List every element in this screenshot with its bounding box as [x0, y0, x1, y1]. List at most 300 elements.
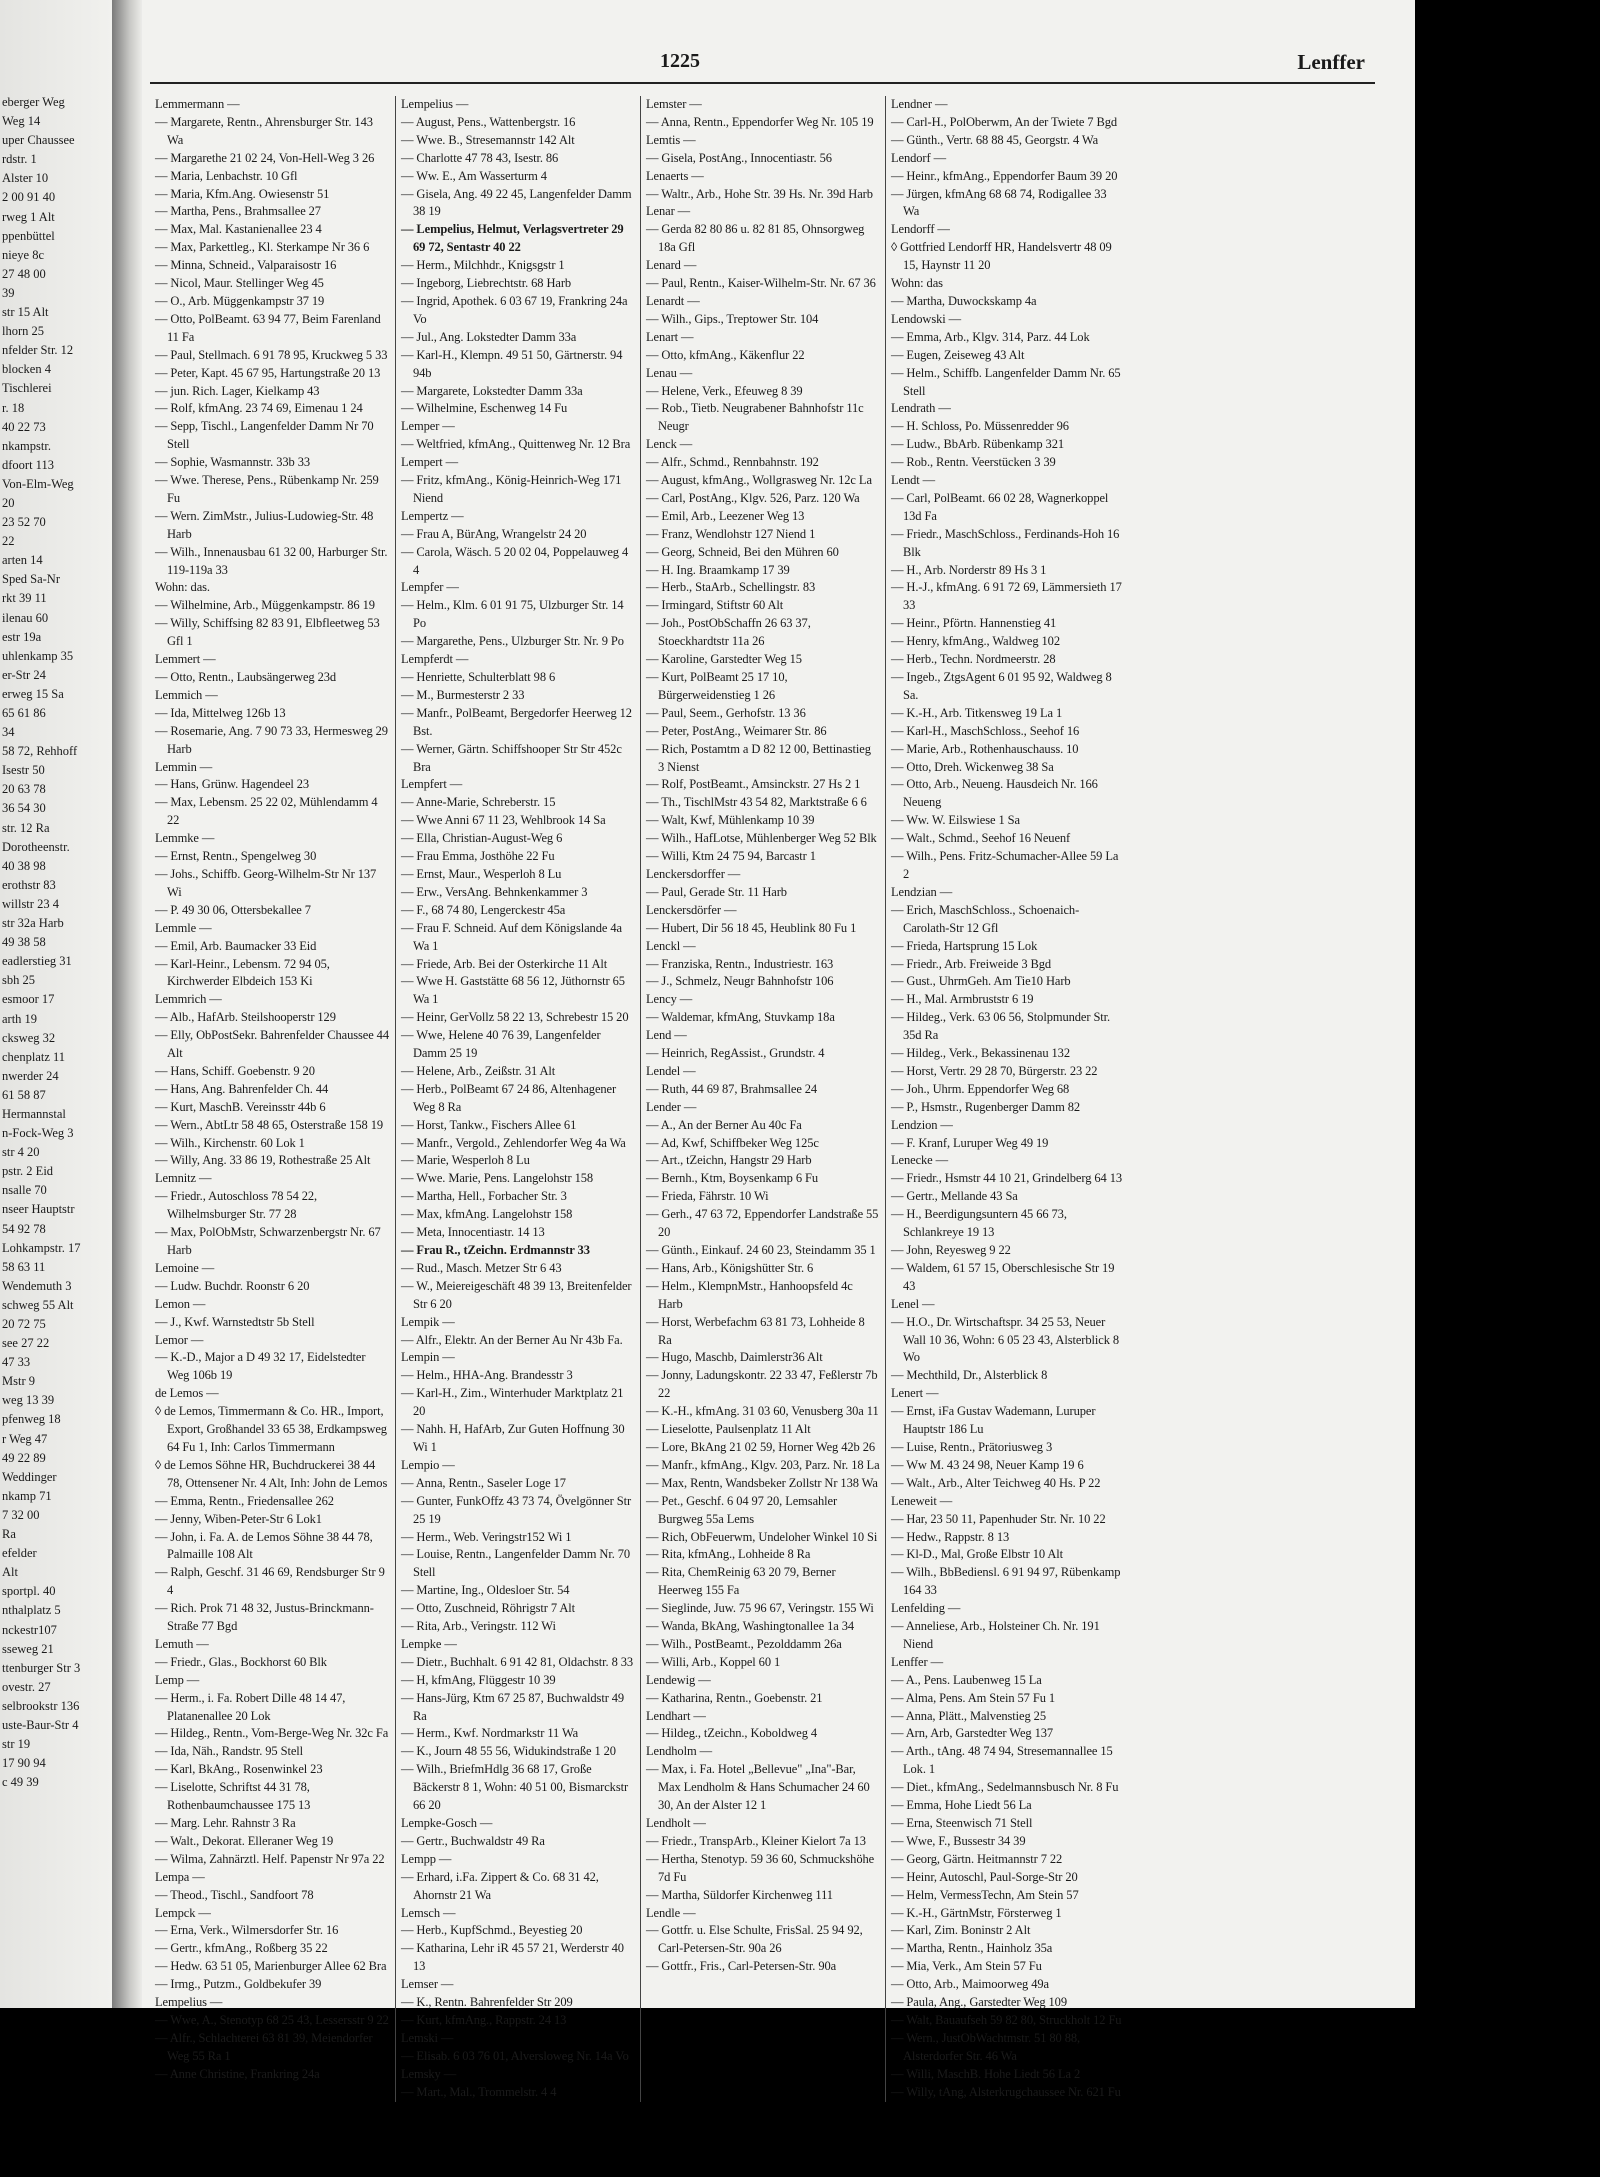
directory-entry: — Gunter, FunkOffz 43 73 74, Övelgönner Str 25 19 [401, 1493, 632, 1526]
directory-entry: — Ernst, iFa Gustav Wademann, Luruper Hauptstr 186 Lu [891, 1404, 1096, 1437]
directory-entry: ◊ de Lemos, Timmermann & Co. HR., Import, Export, Großhandel 33 65 38, Erdkampsweg 64 Fu 1, Inh: Carlos Timmermann [155, 1404, 387, 1454]
directory-entry: — Karl-H., Zim., Winterhuder Marktplatz 21 20 [401, 1386, 624, 1419]
facing-page-line: see 27 22 [2, 1336, 50, 1351]
directory-entry: — Carl, PostAng., Klgv. 526, Parz. 120 Wa [646, 490, 860, 505]
directory-entry: — Günth., Einkauf. 24 60 23, Steindamm 35 1 [646, 1243, 876, 1257]
directory-entry: — Ww. W. Eilswiese 1 Sa [891, 813, 1020, 828]
surname-heading: Lemster — [646, 97, 702, 111]
directory-entry: — Carola, Wäsch. 5 20 02 04, Poppelauweg 4 4 [401, 544, 629, 577]
directory-entry: — Mia, Verk., Am Stein 57 Fu [891, 1959, 1042, 1974]
facing-page-line: rdstr. 1 [2, 152, 37, 167]
directory-entry: — Anna, Rentn., Eppendorfer Weg Nr. 105 19 [646, 114, 874, 129]
directory-entry: — Ludw. Buchdr. Roonstr 6 20 [155, 1278, 310, 1293]
directory-entry: — Waldem, 61 57 15, Oberschlesische Str 19 43 [891, 1260, 1115, 1293]
directory-entry: — Willi, Ktm 24 75 94, Barcastr 1 [646, 849, 816, 864]
directory-entry: — Margarete, Lokstedter Damm 33a [401, 383, 583, 398]
surname-heading: Lendzian — [891, 884, 953, 899]
directory-entry: — Jul., Ang. Lokstedter Damm 33a [401, 329, 577, 344]
facing-page-line: 17 90 94 [2, 1756, 46, 1771]
facing-page-line: Von-Elm-Weg [2, 476, 74, 491]
directory-entry: — Katharina, Lehr iR 45 57 21, Werderstr 40 13 [401, 1941, 624, 1974]
directory-entry: — Wilh., BbBediensl. 6 91 94 97, Rübenkamp 164 33 [891, 1565, 1121, 1598]
facing-page-line: Alt [2, 1565, 18, 1580]
facing-page-line: esmoor 17 [2, 992, 55, 1007]
surname-heading: Lempio — [401, 1457, 455, 1472]
facing-page-line: 34 [2, 725, 15, 740]
surname-heading: Lempfert — [401, 777, 463, 792]
facing-page-line: eadlerstieg 31 [2, 954, 72, 969]
directory-entry: — Friedr., Arb. Freiweide 3 Bgd [891, 956, 1052, 971]
surname-heading: Lenard — [646, 258, 697, 273]
directory-entry: — Helm., KlempnMstr., Hanhoopsfeld 4c Harb [646, 1278, 853, 1311]
surname-heading: Lender — [646, 1099, 697, 1114]
facing-page-line: 40 38 98 [2, 858, 46, 873]
directory-entry: — Kurt, kfmAng., Rappstr. 24 13 [401, 2012, 567, 2027]
directory-entry: — Erich, MaschSchloss., Schoenaich-Carolath-Str 12 Gfl [891, 902, 1080, 935]
directory-entry: — Diet., kfmAng., Sedelmannsbusch Nr. 8 Fu [891, 1780, 1119, 1795]
surname-heading: Lenart — [646, 329, 694, 344]
facing-page-line: erothstr 83 [2, 877, 56, 892]
directory-entry: — Rich. Prok 71 48 32, Justus-Brinckmann-Straße 77 Bgd [155, 1601, 374, 1634]
directory-entry: — K.-H., kfmAng. 31 03 60, Venusberg 30a 11 [646, 1404, 879, 1419]
facing-page-line: 22 [2, 534, 15, 549]
facing-page-line: nseer Hauptstr [2, 1202, 75, 1217]
directory-entry: — P., Hsmstr., Rugenberger Damm 82 [891, 1099, 1081, 1114]
directory-entry: — F., 68 74 80, Lengerckestr 45a [401, 902, 566, 917]
directory-entry: — Helm., Schiffb. Langenfelder Damm Nr. 65 Stell [891, 365, 1121, 398]
directory-entry: — Henriette, Schulterblatt 98 6 [401, 670, 556, 684]
facing-page-line: ttenburger Str 3 [2, 1660, 81, 1675]
facing-page-line: nckestr107 [2, 1622, 57, 1637]
facing-page-line: uper Chaussee [2, 133, 75, 148]
surname-heading: Lempelius — [401, 97, 469, 111]
directory-entry: — Helm., Klm. 6 01 91 75, Ulzburger Str. 14 Po [401, 598, 624, 631]
directory-entry: — Wilh., Gips., Treptower Str. 104 [646, 311, 819, 326]
directory-entry: — Friede, Arb. Bei der Osterkirche 11 Alt [401, 956, 608, 971]
directory-entry: — Wwe, A., Stenotyp 68 25 43, Lessersstr 9 22 [155, 2012, 389, 2027]
directory-entry: — Peter, Kapt. 45 67 95, Hartungstraße 20 13 [155, 365, 381, 380]
facing-page-line: selbrookstr 136 [2, 1698, 80, 1713]
directory-entry: — Heinr., kfmAng., Eppendorfer Baum 39 20 [891, 168, 1118, 183]
directory-entry: — Franz, Wendlohstr 127 Niend 1 [646, 526, 816, 541]
directory-entry: — Louise, Rentn., Langenfelder Damm Nr. 70 Stell [401, 1547, 631, 1580]
directory-entry: — Georg, Schneid, Bei den Mühren 60 [646, 544, 839, 559]
running-head: Lenffer [1297, 50, 1365, 74]
directory-entry: — Horst, Tankw., Fischers Allee 61 [401, 1117, 577, 1132]
directory-entry: — Rolf, PostBeamt., Amsinckstr. 27 Hs 2 1 [646, 777, 861, 792]
surname-heading: Lency — [646, 992, 693, 1007]
directory-entry: — Wwe H. Gaststätte 68 56 12, Jüthornstr 65 Wa 1 [401, 974, 625, 1007]
directory-entry: — Walt., Schmd., Seehof 16 Neuenf [891, 831, 1071, 846]
facing-page-fragment [0, 0, 112, 2008]
facing-page-line: ilenau 60 [2, 610, 49, 625]
directory-entry: — Paula, Ang., Garstedter Weg 109 [891, 1995, 1067, 2010]
directory-entry: — Luise, Rentn., Prätoriusweg 3 [891, 1439, 1053, 1454]
directory-entry: — Günth., Vertr. 68 88 45, Georgstr. 4 Wa [891, 132, 1099, 147]
directory-entry: — Ww M. 43 24 98, Neuer Kamp 19 6 [891, 1457, 1084, 1472]
directory-entry: — Heinr., Pförtn. Hannenstieg 41 [891, 616, 1057, 631]
directory-entry: — Georg, Gärtn. Heitmannstr 7 22 [891, 1851, 1063, 1866]
surname-heading: Lemtis — [646, 132, 696, 147]
facing-page-line: sbh 25 [2, 973, 35, 988]
surname-heading: Lemp — [155, 1672, 200, 1687]
directory-entry: — Nicol, Maur. Stellinger Weg 45 [155, 276, 324, 291]
directory-entry: — Erhard, i.Fa. Zippert & Co. 68 31 42, Ahornstr 21 Wa [401, 1869, 599, 1902]
directory-entry: — Jonny, Ladungskontr. 22 33 47, Feßlerstr 7b 22 [646, 1368, 878, 1401]
directory-entry: — Hans-Jürg, Ktm 67 25 87, Buchwaldstr 49 Ra [401, 1690, 625, 1723]
directory-entry: — Otto, PolBeamt. 63 94 77, Beim Farenland 11 Fa [155, 311, 381, 344]
facing-page-line: n-Fock-Weg 3 [2, 1126, 74, 1141]
surname-heading: Lemsky — [401, 2066, 457, 2081]
facing-page-line: schweg 55 Alt [2, 1297, 74, 1312]
directory-entry: — Hans, Ang. Bahrenfelder Ch. 44 [155, 1081, 329, 1096]
facing-page-line: Wendemuth 3 [2, 1278, 72, 1293]
directory-entry: — M., Burmesterstr 2 33 [401, 687, 525, 702]
directory-entry: — Carl, PolBeamt. 66 02 28, Wagnerkoppel 13d Fa [891, 490, 1109, 523]
directory-entry: — Gertr., Mellande 43 Sa [891, 1189, 1018, 1204]
surname-heading: Lemsch — [401, 1905, 456, 1920]
directory-entry: — Herb., KupfSchmd., Beyestieg 20 [401, 1923, 583, 1938]
directory-entry: — Anna, Plätt., Malvenstieg 25 [891, 1708, 1046, 1723]
surname-heading: Lenardt — [646, 293, 700, 308]
directory-entry: — Hildeg., Rentn., Vom-Berge-Weg Nr. 32c Fa [155, 1726, 389, 1741]
directory-entry: — Willi, Arb., Koppel 60 1 [646, 1654, 781, 1669]
directory-entry: — Ingeborg, Liebrechtstr. 68 Harb [401, 276, 572, 291]
facing-page-line: uste-Baur-Str 4 [2, 1717, 79, 1732]
directory-entry: — K., Journ 48 55 56, Widukindstraße 1 20 [401, 1744, 616, 1759]
facing-page-line: uhlenkamp 35 [2, 648, 74, 663]
directory-entry: — Frau Emma, Josthöhe 22 Fu [401, 849, 555, 864]
directory-entry: — Maria, Lenbachstr. 10 Gfl [155, 168, 298, 183]
directory-entry: — Hildeg., Verk., Bekassinenau 132 [891, 1046, 1070, 1061]
facing-page-line: nfelder Str. 12 [2, 343, 74, 358]
directory-entry: — Theod., Tischl., Sandfoort 78 [155, 1887, 314, 1902]
surname-heading: Lenar — [646, 204, 691, 219]
directory-entry: — Frieda, Hartsprung 15 Lok [891, 938, 1038, 953]
directory-entry: — Irmingard, Stiftstr 60 Alt [646, 598, 784, 613]
facing-page-line: 40 22 73 [2, 419, 46, 434]
directory-entry: — Wilh., Pens. Fritz-Schumacher-Allee 59 La 2 [891, 849, 1119, 881]
surname-heading: Lenckl — [646, 938, 696, 953]
facing-page-line: 2 00 91 40 [2, 190, 56, 205]
facing-page-line: str 4 20 [2, 1145, 40, 1160]
surname-heading: Lemser — [401, 1977, 454, 1992]
directory-entry: — H. Ing. Braamkamp 17 39 [646, 562, 790, 577]
directory-entry: — Otto, Zuschneid, Röhrigstr 7 Alt [401, 1601, 576, 1616]
directory-entry: — Rich, ObFeuerwm, Undeloher Winkel 10 Si [646, 1529, 878, 1544]
directory-entry: — Otto, Arb., Maimoorweg 49a [891, 1977, 1049, 1992]
surname-heading: Lempa — [155, 1869, 205, 1884]
directory-entry: — Max, Rentn, Wandsbeker Zollstr Nr 138 Wa [646, 1475, 878, 1490]
directory-entry: — Max, Parkettleg., Kl. Sterkampe Nr 36 6 [155, 240, 370, 255]
directory-entry: — Mart., Mal., Trommelstr. 4 4 [401, 2084, 557, 2099]
facing-page-line: 27 48 00 [2, 266, 46, 281]
directory-entry: — Helm, VermessTechn, Am Stein 57 [891, 1887, 1079, 1902]
directory-entry: — K.-H., Arb. Titkensweg 19 La 1 [891, 705, 1063, 720]
directory-entry: — Jürgen, kfmAng 68 68 74, Rodigallee 33 Wa [891, 186, 1107, 219]
surname-heading: Lendholm — [646, 1744, 713, 1759]
directory-entry: — Anne-Marie, Schreberstr. 15 [401, 795, 556, 810]
facing-page-line: r. 18 [2, 400, 25, 415]
directory-entry: — Pet., Geschf. 6 04 97 20, Lemsahler Burgweg 55a Lems [646, 1493, 838, 1526]
directory-entry: — Rolf, kfmAng. 23 74 69, Eimenau 1 24 [155, 401, 363, 416]
directory-entry: — Karl-H., Klempn. 49 51 50, Gärtnerstr. 94 94b [401, 347, 623, 380]
facing-page-line: efelder [2, 1546, 37, 1561]
directory-entry: — H., Arb. Norderstr 89 Hs 3 1 [891, 562, 1047, 577]
facing-page-line: 23 52 70 [2, 515, 46, 530]
directory-entry: — Elisab. 6 03 76 01, Alversloweg Nr. 14a Vo [401, 2048, 629, 2063]
directory-entry: — Heinr, GerVollz 58 22 13, Schrebestr 15 20 [401, 1010, 629, 1025]
directory-entry: — Kl-D., Mal, Große Elbstr 10 Alt [891, 1547, 1064, 1562]
surname-heading: Lemnitz — [155, 1171, 212, 1186]
surname-heading: Lendle — [646, 1905, 696, 1920]
facing-page-line: nkamp 71 [2, 1488, 52, 1503]
page-number: 1225 [660, 50, 700, 72]
directory-entry: — Emma, Hohe Liedt 56 La [891, 1798, 1032, 1813]
facing-page-line: nieye 8c [2, 247, 44, 262]
facing-page-line: 54 92 78 [2, 1221, 46, 1236]
directory-entry: — Rosemarie, Ang. 7 90 73 33, Hermesweg 29 Harb [155, 723, 388, 756]
directory-entry: — Paul, Seem., Gerhofstr. 13 36 [646, 705, 806, 720]
directory-entry: — Gottfr. u. Else Schulte, FrisSal. 25 94 92, Carl-Petersen-Str. 90a 26 [646, 1923, 863, 1956]
directory-entry: — Manfr., kfmAng., Klgv. 203, Parz. Nr. 18 La [646, 1457, 880, 1472]
directory-entry: — Margarete, Rentn., Ahrensburger Str. 143 Wa [155, 114, 373, 147]
directory-entry: — Jenny, Wiben-Peter-Str 6 Lok1 [155, 1511, 322, 1526]
facing-page-line: 58 72, Rehhoff [2, 744, 78, 759]
facing-page-line: weg 13 39 [2, 1393, 55, 1408]
directory-entry: — W., Meiereigeschäft 48 39 13, Breitenfelder Str 6 20 [401, 1278, 632, 1311]
surname-heading: Lempert — [401, 455, 459, 470]
directory-entry: — Weltfried, kfmAng., Quittenweg Nr. 12 Bra [401, 437, 631, 452]
directory-entry: — Walt, Kwf, Mühlenkamp 10 39 [646, 813, 815, 828]
facing-page-line: erweg 15 Sa [2, 686, 64, 701]
directory-entry: — H., Beerdigungsuntern 45 66 73, Schlankreye 19 13 [891, 1207, 1067, 1240]
surname-heading: Lendt — [891, 473, 936, 488]
directory-entry: — Wwe, F., Bussestr 34 39 [891, 1833, 1026, 1848]
surname-heading: Lend — [646, 1028, 687, 1043]
facing-page-line: blocken 4 [2, 362, 51, 377]
directory-entry: — Gerh., 47 63 72, Eppendorfer Landstraße 55 20 [646, 1207, 879, 1240]
directory-entry: — Ida, Näh., Randstr. 95 Stell [155, 1744, 304, 1759]
directory-entry: — Otto, kfmAng., Käkenflur 22 [646, 347, 805, 362]
facing-page-line: ovestr. 27 [2, 1679, 51, 1694]
directory-entry: — Gisela, PostAng., Innocentiastr. 56 [646, 150, 832, 165]
directory-entry: — Martha, Rentn., Hainholz 35a [891, 1941, 1053, 1956]
directory-entry: — H.-J., kfmAng. 6 91 72 69, Lämmersieth 17 33 [891, 580, 1122, 613]
directory-entry: — Wilh., Innenausbau 61 32 00, Harburger Str. 119-119a 33 [155, 544, 388, 577]
directory-entry: — Margarethe 21 02 24, Von-Hell-Weg 3 26 [155, 150, 375, 165]
directory-entry: Wohn: das [891, 276, 943, 291]
directory-entry: — Dietr., Buchhalt. 6 91 42 81, Oldachstr. 8 33 [401, 1654, 634, 1669]
surname-heading: Lempferdt — [401, 652, 469, 667]
facing-page-line: estr 19a [2, 629, 42, 644]
directory-entry: — Manfr., PolBeamt, Bergedorfer Heerweg 12 Bst. [401, 705, 632, 738]
column-4 [885, 96, 1130, 2102]
directory-entry: — Erna, Steenwisch 71 Stell [891, 1816, 1033, 1830]
facing-page-line: Hermannstal [2, 1106, 66, 1121]
directory-entry: — Paul, Stellmach. 6 91 78 95, Kruckweg 5 33 [155, 347, 388, 362]
directory-entry: — jun. Rich. Lager, Kielkamp 43 [155, 383, 320, 398]
directory-entry: — Minna, Schneid., Valparaisostr 16 [155, 258, 337, 273]
surname-heading: Lendorff — [891, 222, 950, 237]
directory-entry: — Hugo, Maschb, Daimlerstr36 Alt [646, 1350, 823, 1365]
facing-page-line: 58 63 11 [2, 1259, 46, 1274]
surname-heading: Lemor — [155, 1332, 204, 1347]
directory-entry: — Walt, Bauaufseh 59 82 80, Struckholt 12 Fu [891, 2012, 1122, 2027]
facing-page-line: 7 32 00 [2, 1507, 40, 1522]
directory-entry: — Marg. Lehr. Rahnstr 3 Ra [155, 1816, 296, 1830]
directory-entry: — Manfr., Vergold., Zehlendorfer Weg 4a Wa [401, 1135, 626, 1150]
facing-page-line: arth 19 [2, 1011, 38, 1026]
directory-entry: — Hedw., Rappstr. 8 13 [891, 1529, 1010, 1544]
directory-entry: — Ww. E., Am Wasserturm 4 [401, 168, 547, 183]
surname-heading: Lemmermann — [155, 97, 240, 111]
surname-heading: Lendewig — [646, 1672, 711, 1687]
directory-entry: — Rita, ChemReinig 63 20 79, Berner Heerweg 155 Fa [646, 1565, 836, 1598]
directory-entry: — Gisela, Ang. 49 22 45, Langenfelder Damm 38 19 [401, 186, 632, 219]
surname-heading: Lemmrich — [155, 992, 222, 1007]
surname-heading: Lempik — [401, 1314, 455, 1329]
surname-heading: Lempke — [401, 1636, 457, 1651]
surname-heading: Lendowski — [891, 311, 962, 326]
directory-entry: — Hertha, Stenotyp. 59 36 60, Schmuckshöhe 7d Fu [646, 1851, 875, 1884]
directory-entry: — Mechthild, Dr., Alsterblick 8 [891, 1368, 1048, 1383]
directory-entry: ◊ de Lemos Söhne HR, Buchdruckerei 38 44 78, Ottensener Nr. 4 Alt, Inh: John de Lemos [155, 1457, 388, 1490]
directory-entry: — Wwe. Marie, Pens. Langelohstr 158 [401, 1171, 594, 1186]
surname-heading: Lenckersdörfer — [646, 902, 737, 917]
directory-entry: — Horst, Werbefachm 63 81 73, Lohheide 8 Ra [646, 1314, 865, 1347]
surname-heading: Lemon — [155, 1296, 206, 1311]
directory-entry: — Willy, Schiffsing 82 83 91, Elbfleetweg 53 Gfl 1 [155, 616, 380, 649]
directory-entry: — Rita, Arb., Veringstr. 112 Wi [401, 1619, 556, 1634]
directory-entry: Wohn: das. [155, 580, 210, 595]
facing-page-line: Sped Sa-Nr [2, 572, 60, 587]
directory-entry: — Martha, Duwockskamp 4a [891, 293, 1037, 308]
directory-entry: — Otto, Arb., Neueng. Hausdeich Nr. 166 Neueng [891, 777, 1098, 810]
facing-page-line: nthalplatz 5 [2, 1603, 61, 1618]
directory-entry: — August, kfmAng., Wollgrasweg Nr. 12c La [646, 473, 872, 488]
surname-heading: Lempck — [155, 1905, 211, 1920]
directory-entry: — Max, i. Fa. Hotel „Bellevue" „Ina"-Bar, Max Lendholm & Hans Schumacher 24 60 30, An der Alster 12 1 [646, 1762, 870, 1813]
directory-entry: — Martha, Süldorfer Kirchenweg 111 [646, 1887, 833, 1902]
directory-entry: — Arn, Arb, Garstedter Weg 137 [891, 1726, 1054, 1741]
directory-entry: — Meta, Innocentiastr. 14 13 [401, 1225, 545, 1240]
directory-columns [150, 96, 1375, 2099]
facing-page-line: 20 72 75 [2, 1317, 46, 1331]
directory-entry: — Ludw., BbArb. Rübenkamp 321 [891, 437, 1065, 452]
directory-entry: — Henry, kfmAng., Waldweg 102 [891, 634, 1060, 649]
directory-entry: — Walt., Dekorat. Elleraner Weg 19 [155, 1833, 334, 1848]
directory-entry: — H. Schloss, Po. Müssenredder 96 [891, 419, 1069, 434]
surname-heading: Lemmert — [155, 652, 216, 667]
directory-entry: — Lempelius, Helmut, Verlagsvertreter 29 69 72, Sentastr 40 22 [401, 222, 624, 255]
directory-entry: — Alfr., Schmd., Rennbahnstr. 192 [646, 455, 819, 470]
directory-entry: — Hans, Grünw. Hagendeel 23 [155, 777, 310, 792]
directory-entry: — Hildeg., Verk. 63 06 56, Stolpmunder Str. 35d Ra [891, 1010, 1111, 1043]
directory-entry: — Gottfr., Fris., Carl-Petersen-Str. 90a [646, 1959, 837, 1974]
surname-heading: Lempfer — [401, 580, 459, 595]
directory-entry: — Emil, Arb. Baumacker 33 Eid [155, 938, 317, 953]
directory-entry: — Max, kfmAng. Langelohstr 158 [401, 1207, 573, 1222]
directory-entry: — Max, Mal. Kastanienallee 23 4 [155, 222, 322, 237]
facing-page-line: lhorn 25 [2, 324, 45, 339]
directory-entry: — Martine, Ing., Oldesloer Str. 54 [401, 1583, 570, 1598]
directory-entry: — Herb., Techn. Nordmeerstr. 28 [891, 652, 1056, 667]
directory-entry: — Art., tZeichn, Hangstr 29 Harb [646, 1153, 812, 1168]
directory-entry: — Walt., Arb., Alter Teichweg 40 Hs. P 22 [891, 1475, 1101, 1490]
facing-page-line: nkampstr. [2, 438, 51, 453]
facing-page-line: Alster 10 [2, 171, 49, 186]
directory-entry: — Kurt, MaschB. Vereinsstr 44b 6 [155, 1099, 326, 1114]
directory-entry: — Eugen, Zeiseweg 43 Alt [891, 347, 1025, 362]
directory-entry: — Ingeb., ZtgsAgent 6 01 95 92, Waldweg 8 Sa. [891, 670, 1112, 702]
directory-entry: — Willi, MaschB. Hohe Liedt 56 La 2 [891, 2066, 1081, 2081]
directory-entry: — J., Kwf. Warnstedtstr 5b Stell [155, 1314, 315, 1329]
facing-page-line: str 32a Harb [2, 916, 64, 931]
directory-entry: — Alma, Pens. Am Stein 57 Fu 1 [891, 1690, 1056, 1705]
directory-entry: — Rob., Tietb. Neugrabener Bahnhofstr 11c Neugr [646, 401, 864, 434]
directory-entry: — Paul, Rentn., Kaiser-Wilhelm-Str. Nr. 67 36 [646, 276, 876, 291]
facing-page-line: 20 [2, 495, 15, 510]
directory-entry: — Heinr, Autoschl, Paul-Sorge-Str 20 [891, 1869, 1078, 1884]
directory-entry: — Anne Christine, Frankring 24a [155, 2066, 320, 2081]
facing-page-line: ppenbüttel [2, 228, 55, 243]
facing-page-line: pfenweg 18 [2, 1412, 61, 1427]
directory-entry: — Wwe. Therese, Pens., Rübenkamp Nr. 259 Fu [155, 473, 379, 505]
facing-page-line: Dorotheenstr. [2, 839, 70, 854]
directory-entry: — Gerda 82 80 86 u. 82 81 85, Ohnsorgweg 18a Gfl [646, 222, 865, 255]
surname-heading: Lenert — [891, 1386, 939, 1401]
surname-heading: Leneweit — [891, 1493, 953, 1508]
directory-entry: — Anneliese, Arb., Holsteiner Ch. Nr. 191 Niend [891, 1619, 1100, 1651]
surname-heading: Lemski — [401, 2030, 454, 2045]
surname-heading: Lemmich — [155, 687, 218, 702]
directory-entry: — Alb., HafArb. Steilshooperstr 129 [155, 1010, 336, 1025]
facing-page-line: rkt 39 11 [2, 591, 47, 606]
directory-entry: — Arth., tAng. 48 74 94, Stresemannallee 15 Lok. 1 [891, 1744, 1113, 1777]
directory-entry: — Karl-Heinr., Lebensm. 72 94 05, Kirchwerder Elbdeich 153 Ki [155, 956, 330, 989]
directory-entry: — H, kfmAng, Flüggestr 10 39 [401, 1672, 556, 1687]
directory-entry: — Wilma, Zahnärztl. Helf. Papenstr Nr 97a 22 [155, 1851, 385, 1866]
directory-entry: — Hedw. 63 51 05, Marienburger Allee 62 Bra [155, 1959, 387, 1974]
directory-entry: — H.O., Dr. Wirtschaftspr. 34 25 53, Neuer Wall 10 36, Wohn: 6 05 23 43, Alsterblick 8 Wo [891, 1314, 1120, 1365]
directory-entry: — Otto, Dreh. Wickenweg 38 Sa [891, 759, 1054, 774]
directory-entry: — Ernst, Maur., Wesperloh 8 Lu [401, 866, 562, 881]
directory-entry: — O., Arb. Müggenkampstr 37 19 [155, 293, 325, 308]
directory-entry: — Lore, BkAng 21 02 59, Horner Weg 42b 26 [646, 1439, 876, 1454]
directory-entry: — F. Kranf, Luruper Weg 49 19 [891, 1135, 1049, 1150]
surname-heading: de Lemos — [155, 1386, 219, 1401]
directory-entry: — Martha, Hell., Forbacher Str. 3 [401, 1189, 567, 1204]
directory-entry: — Waldemar, kfmAng, Stuvkamp 18a [646, 1010, 835, 1025]
directory-entry: — Willy, tAng, Alsterkrugchaussee Nr. 621 Fu [891, 2084, 1121, 2099]
directory-entry: — John, i. Fa. A. de Lemos Söhne 38 44 78, Palmaille 108 Alt [155, 1529, 373, 1562]
directory-entry: — Herb., StaArb., Schellingstr. 83 [646, 580, 816, 595]
surname-heading: Lemoine — [155, 1260, 215, 1275]
directory-entry: — Wanda, BkAng, Washingtonallee 1a 34 [646, 1619, 855, 1634]
directory-entry: — Sieglinde, Juw. 75 96 67, Veringstr. 155 Wi [646, 1601, 874, 1616]
directory-entry: — Wilhelmine, Arb., Müggenkampstr. 86 19 [155, 598, 375, 613]
directory-entry: — Rob., Rentn. Veerstücken 3 39 [891, 455, 1056, 470]
directory-entry: — Hubert, Dir 56 18 45, Heublink 80 Fu 1 [646, 920, 857, 935]
surname-heading: Lendorf — [891, 150, 946, 165]
surname-heading: Lemmke — [155, 831, 215, 846]
facing-page-line: willstr 23 4 [2, 896, 59, 911]
directory-entry: — Heinrich, RegAssist., Grundstr. 4 [646, 1046, 825, 1061]
directory-entry: — Karl, BkAng., Rosenwinkel 23 [155, 1762, 323, 1777]
directory-entry: — Fritz, kfmAng., König-Heinrich-Weg 171 Niend [401, 473, 622, 505]
directory-entry: — J., Schmelz, Neugr Bahnhofstr 106 [646, 974, 834, 989]
